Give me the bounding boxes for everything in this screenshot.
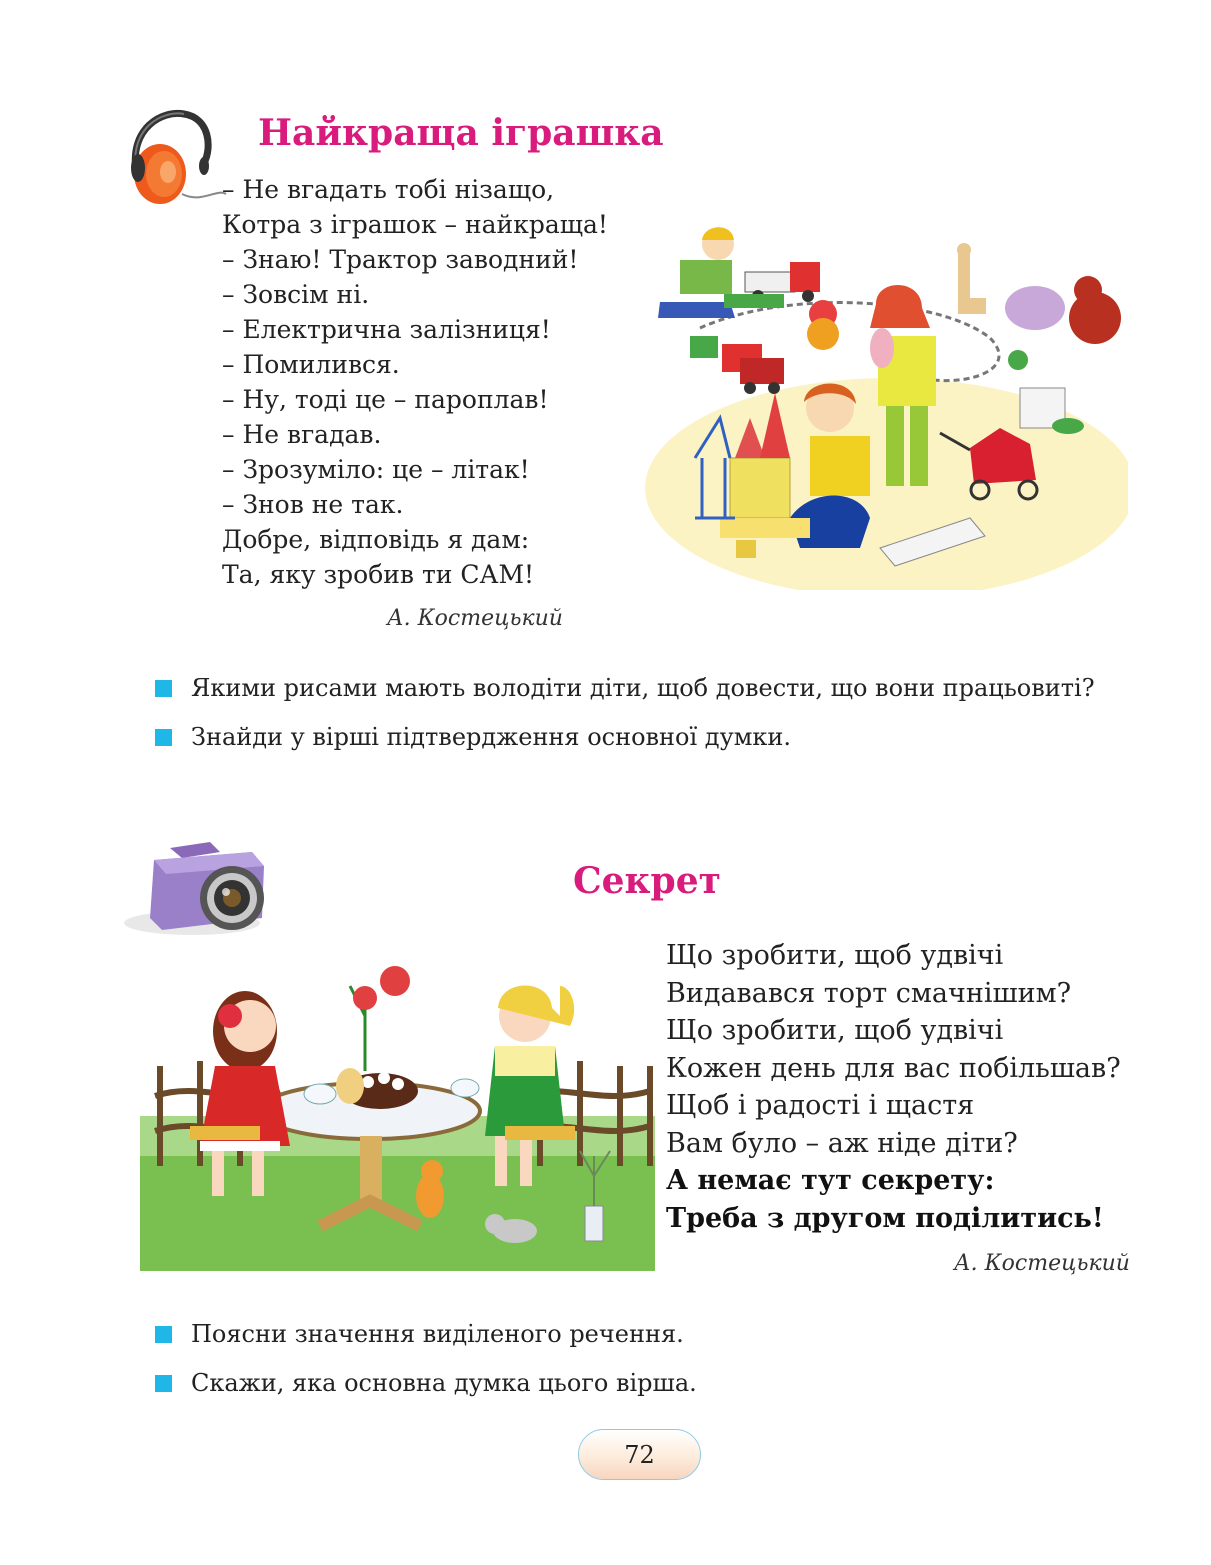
- poem2-author: А. Костецький: [954, 1251, 1130, 1276]
- poem-line: Видавався торт смачнішим?: [666, 977, 1072, 1009]
- poem-line: – Зрозуміло: це – літак!: [222, 455, 530, 484]
- question-text: Поясни значення виділеного речення.: [191, 1320, 684, 1348]
- poem-line: – Знаю! Трактор заводний!: [222, 245, 579, 274]
- tea-party-illustration: [140, 956, 655, 1291]
- poem-line: Та, яку зробив ти САМ!: [222, 560, 535, 589]
- poem-line: – Не вгадав.: [222, 420, 382, 449]
- question-text: Скажи, яка основна думка цього вірша.: [191, 1369, 697, 1397]
- poem-line: Щоб і радості і щастя: [666, 1090, 975, 1121]
- poem-line: Кожен день для вас побільшав?: [666, 1052, 1121, 1084]
- page-number: 72: [578, 1429, 701, 1480]
- poem-line: – Помилився.: [222, 350, 400, 379]
- poem-line: – Знов не так.: [222, 490, 404, 519]
- poem-line: – Зовсім ні.: [222, 280, 370, 309]
- question-item: [155, 1369, 697, 1397]
- bullet-square-icon: [155, 1326, 172, 1343]
- question-item: [155, 674, 1095, 702]
- question-item: [155, 723, 791, 751]
- children-toys-illustration: [640, 218, 1128, 590]
- poem-line: – Електрична залізниця!: [222, 315, 551, 344]
- poem2-text: [666, 937, 1121, 1237]
- poem-line: Що зробити, щоб удвічі: [666, 940, 1004, 971]
- headphones-icon: [122, 108, 232, 208]
- poem-highlighted-line: А немає тут секрету:: [666, 1165, 995, 1196]
- poem-line: Що зробити, щоб удвічі: [666, 1015, 1004, 1046]
- question-text: Знайди у вірші підтвердження основної думки.: [191, 723, 791, 751]
- question-text: Якими рисами мають володіти діти, щоб довести, що вони працьовиті?: [191, 674, 1095, 702]
- bullet-square-icon: [155, 680, 172, 697]
- poem1-title: Найкраща іграшка: [258, 112, 664, 154]
- poem2-title: Секрет: [573, 860, 721, 902]
- poem1-author: А. Костецький: [387, 606, 563, 631]
- bullet-square-icon: [155, 1375, 172, 1392]
- poem-line: Котра з іграшок – найкраща!: [222, 210, 608, 239]
- poem-line: Добре, відповідь я дам:: [222, 525, 530, 554]
- poem-line: Вам було – аж ніде діти?: [666, 1127, 1018, 1159]
- question-item: [155, 1320, 684, 1348]
- camera-icon: [122, 838, 272, 943]
- bullet-square-icon: [155, 729, 172, 746]
- poem-highlighted-line: Треба з другом поділитись!: [666, 1202, 1104, 1234]
- poem-line: – Не вгадать тобі нізащо,: [222, 175, 555, 204]
- poem1-text: [222, 172, 608, 592]
- poem-line: – Ну, тоді це – пароплав!: [222, 385, 549, 414]
